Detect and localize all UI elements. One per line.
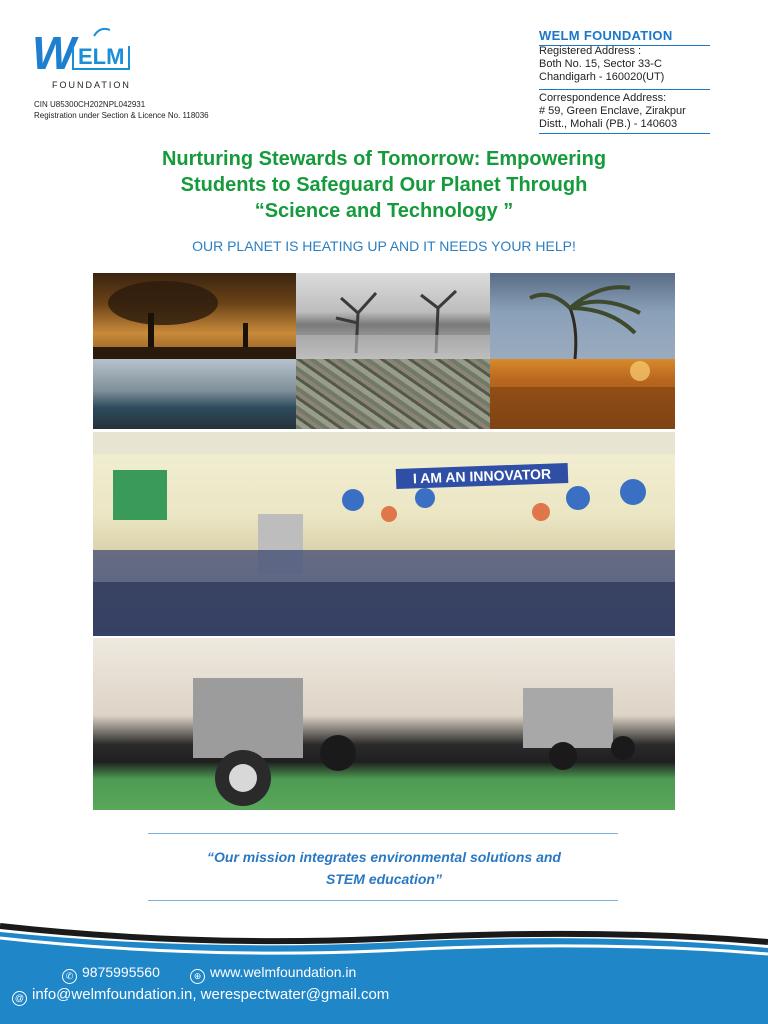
registered-address bbox=[539, 45, 664, 84]
correspondence-address-line: # 59, Green Enclave, Zirakpur bbox=[539, 105, 686, 117]
quote-line: “Our mission integrates environmental solutions and bbox=[207, 849, 561, 865]
footer-phone[interactable] bbox=[62, 964, 160, 984]
correspondence-address-line: Distt., Mohali (PB.) - 140603 bbox=[539, 118, 678, 130]
photo-factory-smoke bbox=[93, 273, 296, 359]
email-links[interactable]: info@welmfoundation.in, werespectwater@gmail.com bbox=[32, 986, 390, 1003]
phone-icon: ✆ bbox=[62, 969, 77, 984]
correspondence-address-label: Correspondence Address: bbox=[539, 92, 667, 104]
divider bbox=[148, 900, 618, 901]
mission-quote bbox=[100, 846, 668, 890]
storm-palm-illustration bbox=[490, 273, 675, 359]
page-title bbox=[80, 146, 688, 224]
website-link[interactable]: www.welmfoundation.in bbox=[210, 964, 357, 980]
registered-address-label: Registered Address : bbox=[539, 45, 642, 57]
page-subtitle: OUR PLANET IS HEATING UP AND IT NEEDS YOUR HELP! bbox=[192, 238, 576, 254]
quote-line: STEM education” bbox=[326, 871, 442, 887]
footer-website[interactable] bbox=[190, 964, 356, 984]
dead-trees-illustration bbox=[296, 273, 490, 359]
footer-email[interactable] bbox=[12, 986, 389, 1006]
classroom-banner: I AM AN INNOVATOR bbox=[396, 463, 569, 489]
email-icon: @ bbox=[12, 991, 27, 1006]
cin-number: CIN U85300CH202NPL042931 bbox=[34, 100, 146, 109]
classroom-illustration bbox=[93, 432, 675, 636]
phone-number[interactable]: 9875995560 bbox=[82, 964, 160, 980]
logo-subtitle: FOUNDATION bbox=[52, 80, 131, 90]
photo-dead-trees bbox=[296, 273, 490, 359]
divider bbox=[539, 133, 710, 134]
logo-letters-elm: ELM bbox=[72, 46, 130, 70]
factory-smoke-illustration bbox=[93, 273, 296, 359]
divider bbox=[539, 89, 710, 90]
photo-wheat-field bbox=[490, 359, 675, 429]
registered-address-line: Chandigarh - 160020(UT) bbox=[539, 71, 665, 83]
photo-storm-palm bbox=[490, 273, 675, 359]
registered-address-line: Both No. 15, Sector 33-C bbox=[539, 58, 662, 70]
wheat-field-illustration bbox=[490, 359, 675, 429]
registration-text: Registration under Section & Licence No. 118036 bbox=[34, 111, 209, 120]
robotics-illustration bbox=[93, 638, 675, 810]
logo-swirl-icon bbox=[92, 26, 112, 40]
photo-robotics bbox=[93, 638, 675, 810]
divider bbox=[148, 833, 618, 834]
title-line: Nurturing Stewards of Tomorrow: Empowering bbox=[161, 148, 607, 170]
title-line: “Science and Technology ” bbox=[254, 200, 514, 222]
correspondence-address bbox=[539, 92, 686, 131]
globe-icon: ⊕ bbox=[190, 969, 205, 984]
organization-name: WELM FOUNDATION bbox=[539, 28, 673, 43]
photo-classroom bbox=[93, 432, 675, 636]
cin-block bbox=[34, 99, 209, 121]
title-line: Students to Safeguard Our Planet Through bbox=[180, 174, 588, 196]
photo-plastic-waste bbox=[296, 359, 490, 429]
photo-polluted-lake bbox=[93, 359, 296, 429]
logo-letter-w: W bbox=[32, 27, 74, 79]
